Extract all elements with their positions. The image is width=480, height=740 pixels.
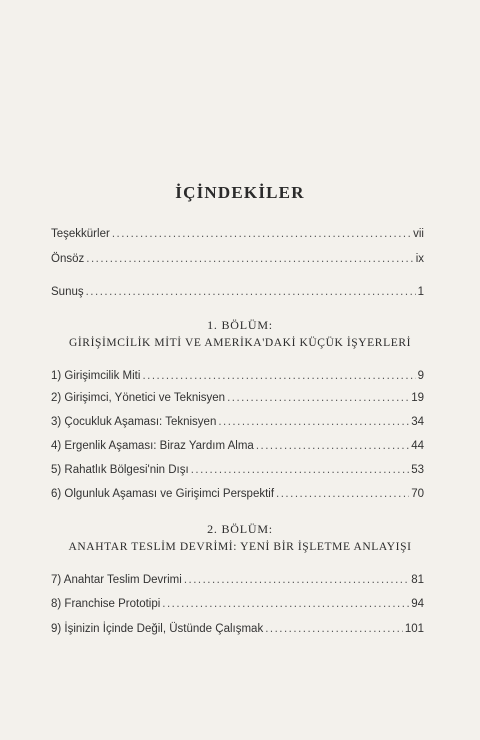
entry-page: 81: [411, 574, 424, 586]
toc-entry-acknowledgements: [51, 228, 424, 240]
entry-page: vii: [413, 228, 424, 240]
entry-label: Önsöz: [51, 253, 85, 265]
toc-entry-chapter-7: [51, 574, 424, 586]
toc-entry-introduction: [51, 286, 424, 298]
dot-leader: [265, 623, 403, 635]
toc-entry-chapter-3: [51, 416, 424, 428]
entry-page: ix: [415, 253, 424, 265]
dot-leader: [276, 488, 409, 500]
entry-label: 9) İşinizin İçinde Değil, Üstünde Çalışmak: [51, 623, 264, 635]
entry-page: 9: [417, 370, 424, 382]
toc-entry-chapter-4: [51, 440, 424, 452]
dot-leader: [227, 392, 409, 404]
toc-entry-chapter-9: [51, 623, 424, 635]
toc-entry-chapter-5: [51, 464, 424, 476]
entry-page: 44: [411, 440, 424, 452]
entry-label: 5) Rahatlık Bölgesi'nin Dışı: [51, 464, 189, 476]
part-2-heading: 2. BÖLÜM:: [207, 522, 273, 536]
entry-page: 53: [411, 464, 424, 476]
dot-leader: [112, 228, 411, 240]
dot-leader: [162, 598, 409, 610]
toc-entry-chapter-8: [51, 598, 424, 610]
entry-label: 2) Girişimci, Yönetici ve Teknisyen: [51, 392, 226, 404]
entry-label: Teşekkürler: [51, 228, 110, 240]
entry-page: 19: [411, 392, 424, 404]
entry-label: 7) Anahtar Teslim Devrimi: [51, 574, 182, 586]
toc-entry-chapter-2: [51, 392, 424, 404]
toc-title: İÇİNDEKİLER: [175, 183, 305, 202]
entry-label: Sunuş: [51, 286, 84, 298]
part-2-title: ANAHTAR TESLİM DEVRİMİ: YENİ BİR İŞLETME ANLAYIŞI: [68, 541, 412, 553]
part-1-heading: 1. BÖLÜM:: [207, 318, 273, 332]
entry-label: 8) Franchise Prototipi: [51, 598, 161, 610]
dot-leader: [184, 574, 409, 586]
dot-leader: [191, 464, 410, 476]
dot-leader: [218, 416, 409, 428]
entry-page: 34: [411, 416, 424, 428]
dot-leader: [142, 370, 415, 382]
entry-label: 6) Olgunluk Aşaması ve Girişimci Perspektif: [51, 488, 275, 500]
entry-page: 101: [404, 623, 424, 635]
dot-leader: [86, 253, 413, 265]
part-1-title: GİRİŞİMCİLİK MİTİ VE AMERİKA'DAKİ KÜÇÜK İŞYERLERİ: [68, 337, 412, 349]
entry-label: 1) Girişimcilik Miti: [51, 370, 141, 382]
entry-label: 3) Çocukluk Aşaması: Teknisyen: [51, 416, 217, 428]
entry-label: 4) Ergenlik Aşaması: Biraz Yardım Alma: [51, 440, 254, 452]
entry-page: 94: [411, 598, 424, 610]
toc-entry-chapter-6: [51, 488, 424, 500]
toc-entry-chapter-1: [51, 370, 424, 382]
entry-page: 1: [417, 286, 424, 298]
dot-leader: [256, 440, 409, 452]
entry-page: 70: [411, 488, 424, 500]
dot-leader: [86, 286, 416, 298]
toc-entry-foreword: [51, 253, 424, 265]
